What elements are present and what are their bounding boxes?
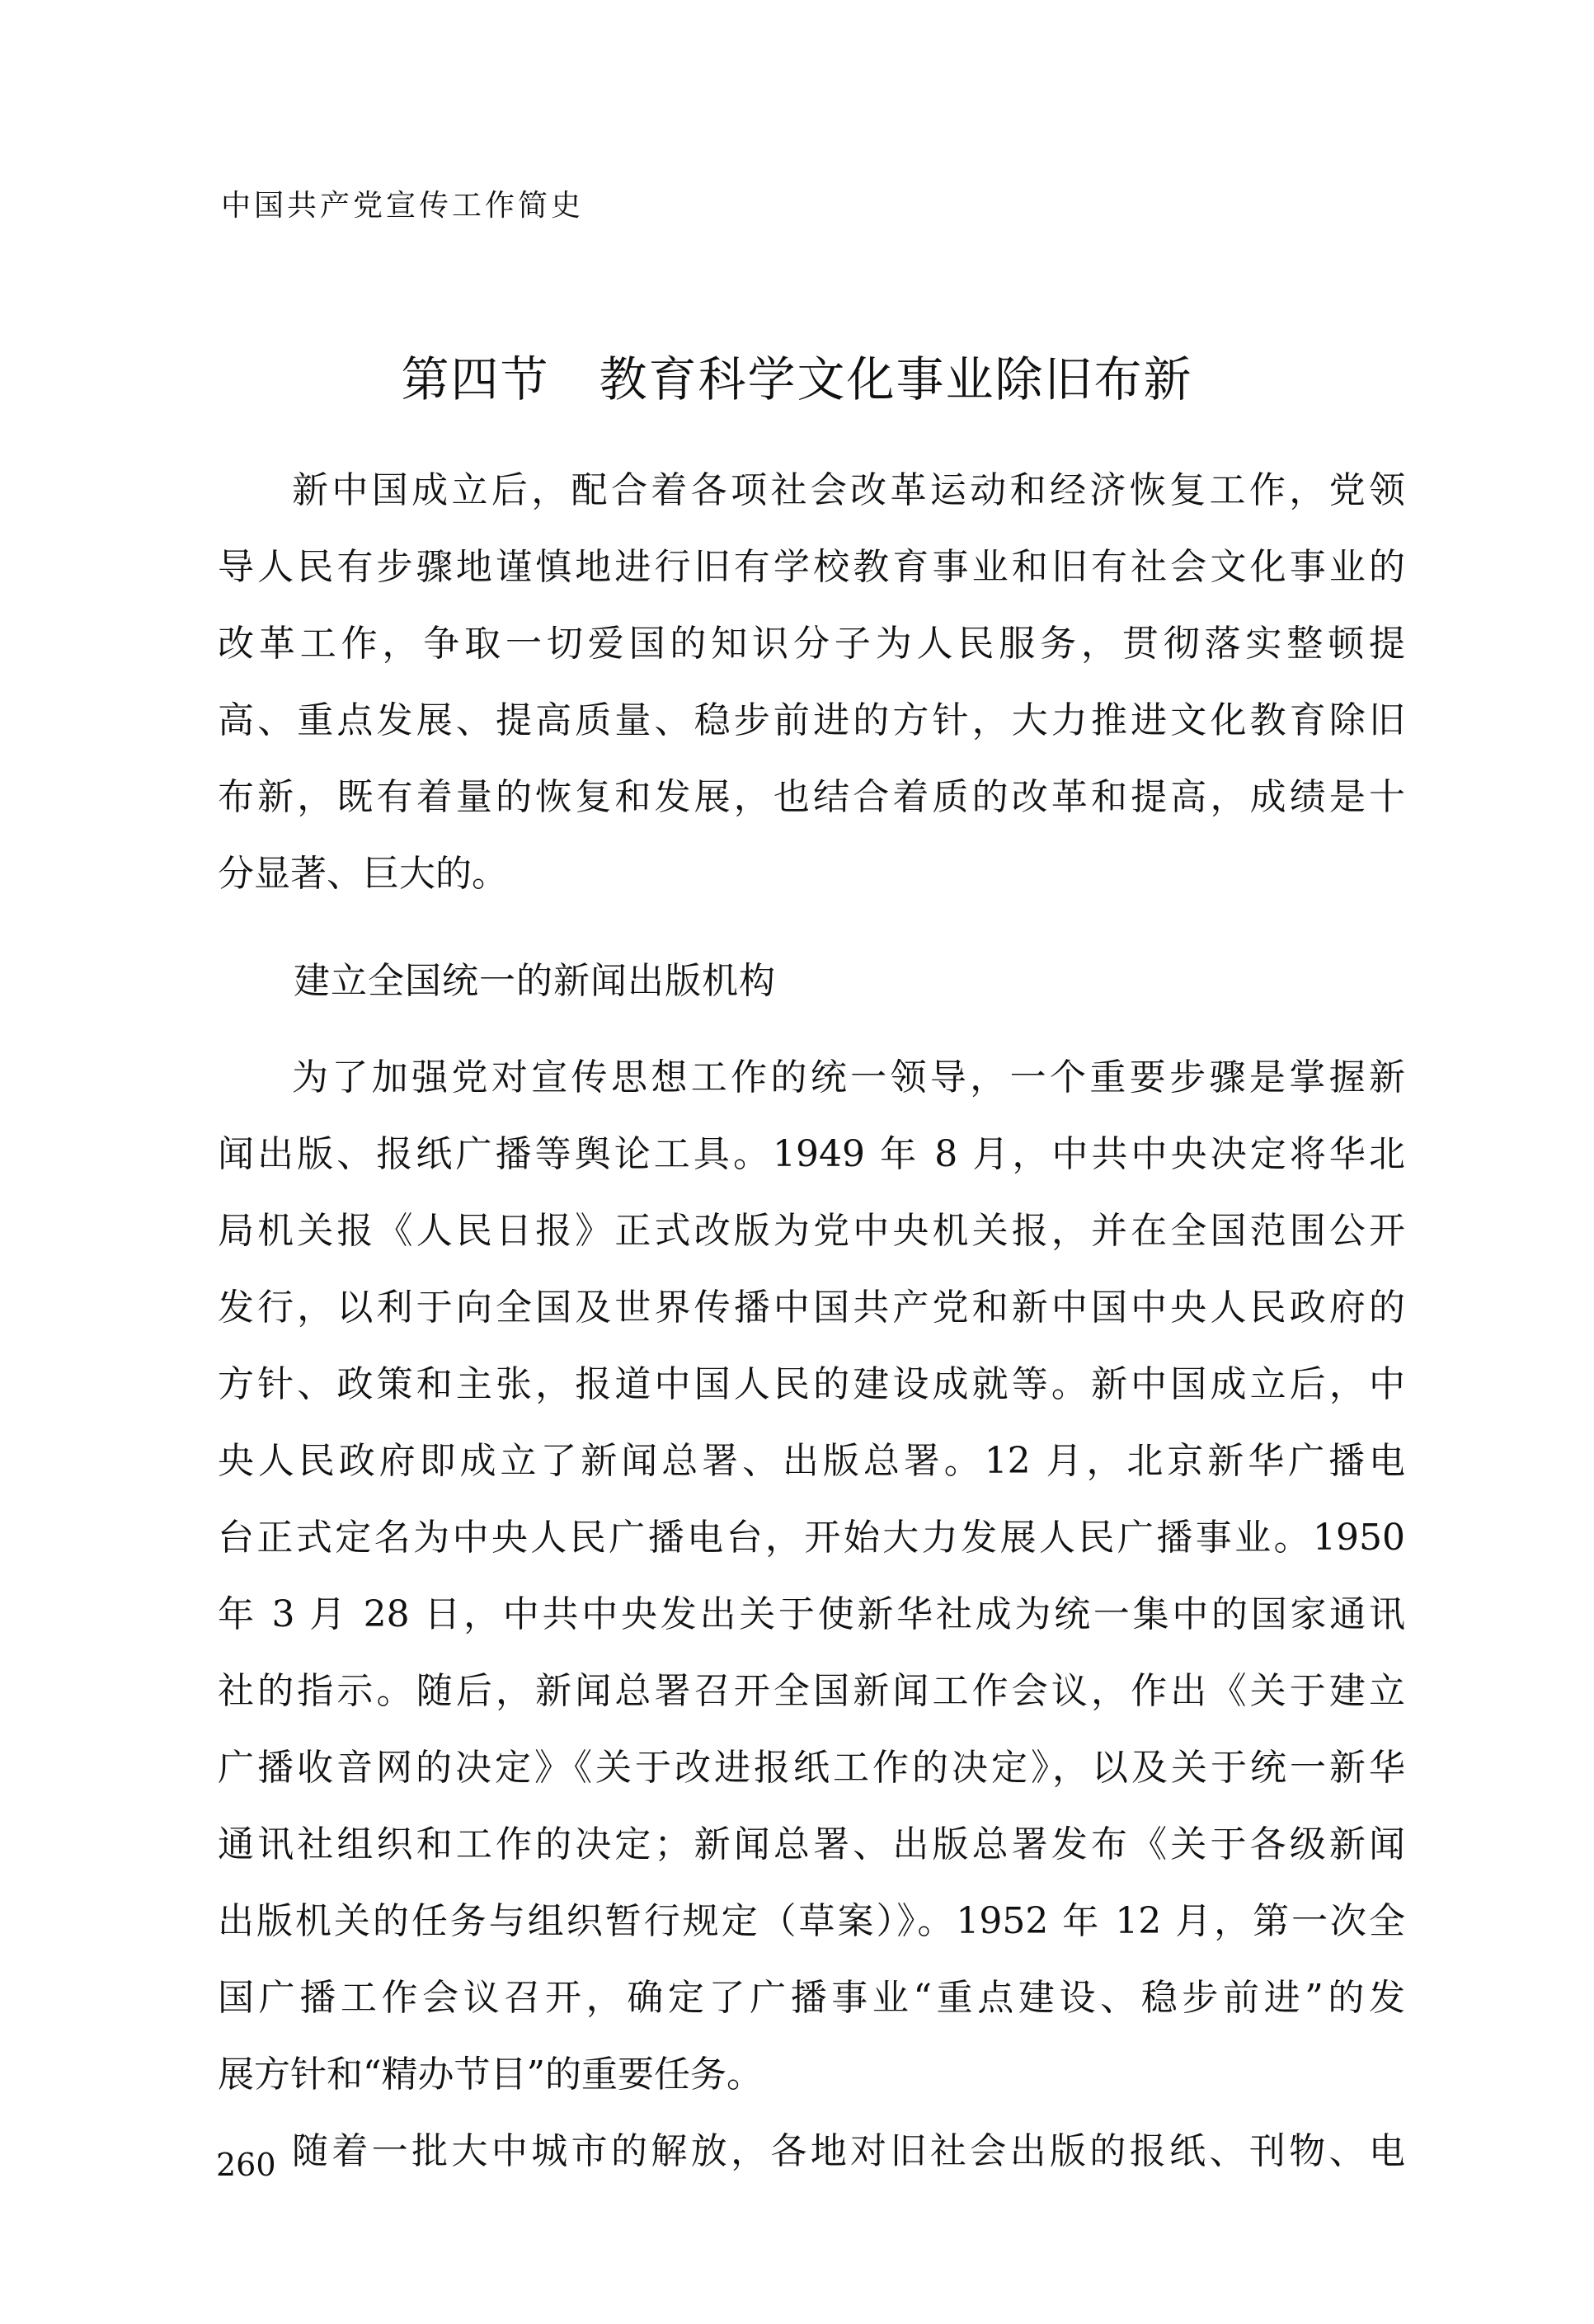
text-line: 布新，既有着量的恢复和发展，也结合着质的改革和提高，成绩是十 <box>218 776 1405 818</box>
text-line: 展方针和“精办节目”的重要任务。 <box>218 2053 763 2096</box>
body-paragraphs <box>218 1039 1405 2190</box>
text-line: 为了加强党对宣传思想工作的统一领导，一个重要步骤是掌握新 <box>292 1056 1405 1098</box>
intro-paragraph <box>218 452 1405 912</box>
section-title <box>0 346 1594 412</box>
text-line: 高、重点发展、提高质量、稳步前进的方针，大力推进文化教育除旧 <box>218 699 1405 741</box>
section-title-text: 教育科学文化事业除旧布新 <box>599 351 1193 407</box>
text-line: 导人民有步骤地谨慎地进行旧有学校教育事业和旧有社会文化事业的 <box>218 546 1405 588</box>
page-number: 260 <box>216 2147 276 2183</box>
text-line: 通讯社组织和工作的决定；新闻总署、出版总署发布《关于各级新闻 <box>218 1823 1405 1865</box>
section-number: 第四节 <box>401 351 550 407</box>
text-line: 社的指示。随后，新闻总署召开全国新闻工作会议，作出《关于建立 <box>218 1670 1405 1712</box>
subheading: 建立全国统一的新闻出版机构 <box>294 960 776 1002</box>
text-line: 闻出版、报纸广播等舆论工具。1949 年 8 月，中共中央决定将华北 <box>218 1133 1405 1175</box>
text-line: 改革工作，争取一切爱国的知识分子为人民服务，贯彻落实整顿提 <box>218 623 1405 665</box>
text-line: 年 3 月 28 日，中共中央发出关于使新华社成为统一集中的国家通讯 <box>218 1593 1405 1635</box>
text-line: 分显著、巨大的。 <box>218 853 508 895</box>
text-line: 国广播工作会议召开，确定了广播事业“重点建设、稳步前进”的发 <box>218 1977 1405 2019</box>
text-line: 出版机关的任务与组织暂行规定（草案）》。1952 年 12 月，第一次全 <box>218 1900 1405 1942</box>
text-line: 随着一批大中城市的解放，各地对旧社会出版的报纸、刊物、电 <box>292 2130 1405 2172</box>
text-line: 新中国成立后，配合着各项社会改革运动和经济恢复工作，党领 <box>292 469 1405 511</box>
text-line: 局机关报《人民日报》正式改版为党中央机关报，并在全国范围公开 <box>218 1210 1405 1252</box>
text-line: 广播收音网的决定》《关于改进报纸工作的决定》，以及关于统一新华 <box>218 1747 1405 1789</box>
text-line: 方针、政策和主张，报道中国人民的建设成就等。新中国成立后，中 <box>218 1363 1405 1405</box>
running-header: 中国共产党宣传工作简史 <box>221 189 585 223</box>
text-line: 央人民政府即成立了新闻总署、出版总署。12 月，北京新华广播电 <box>218 1440 1405 1482</box>
text-line: 发行，以利于向全国及世界传播中国共产党和新中国中央人民政府的 <box>218 1287 1405 1329</box>
text-line: 台正式定名为中央人民广播电台，开始大力发展人民广播事业。1950 <box>218 1517 1405 1559</box>
